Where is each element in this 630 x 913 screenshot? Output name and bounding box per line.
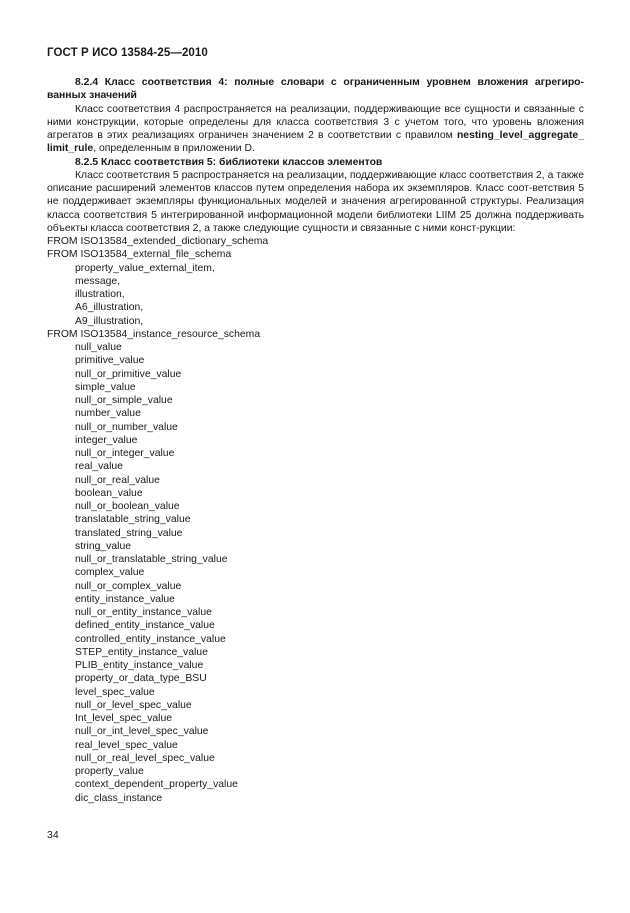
schema-entity-item: PLIB_entity_instance_value [75, 660, 204, 671]
schema-entity-item: null_or_complex_value [75, 580, 182, 592]
schema-entity-item: number_value [75, 408, 141, 420]
schema-entity-item: Int_level_spec_value [75, 713, 173, 724]
schema-entity-item: null_or_simple_value [75, 395, 173, 406]
section-paragraph-8-2-4 [47, 103, 584, 156]
schema-entity-item: property_or_data_type_BSU [75, 673, 207, 685]
schema-entity-item: translated_string_value [75, 527, 183, 539]
schema-entity-item: defined_entity_instance_value [75, 620, 215, 632]
schema-entity-item: null_or_real_level_spec_value [75, 752, 215, 764]
page-number: 34 [47, 829, 59, 841]
schema-entity-item: entity_instance_value [75, 593, 175, 605]
schema-entity-item: null_or_entity_instance_value [75, 607, 212, 618]
schema-entity-item: null_or_real_value [75, 474, 160, 486]
schema-entity-item: dic_class_instance [75, 792, 163, 804]
schema-entity-item: A6_illustration, [75, 302, 144, 314]
schema-entity-item: null_or_integer_value [75, 448, 175, 459]
schema-entity-item: context_dependent_property_value [75, 779, 238, 791]
schema-entity-item: simple_value [75, 381, 136, 393]
document-header: ГОСТ Р ИСО 13584-25—2010 [47, 47, 208, 59]
schema-entity-item: null_or_number_value [75, 421, 178, 433]
schema-entity-list [47, 235, 584, 805]
section-paragraph-8-2-5: Класс соответствия 5 распространяется на реализации, поддерживающие класс соответствия 2, а также описание расширений элементов классов путем определения набора их экземпляров. Класс соот-ветствия 5 не поддерживает экземпляры функциональных моделей и значения агрегированной структуры. Реализация класса соответствия 5 интегрированной информационной модели библиотеки LIIM 25 должна поддерживать объекты класса соответствия 2, а также следующие сущности и связанные с ними конст-рукции: [47, 169, 584, 234]
paragraph-text: Класс соответствия 4 распространяется на реализации, поддерживающие все сущности и связанные с ними конструкции, которые определены для класса соответствия 3 с учетом того, что уровень вложения агрегатов в этих реализациях ограничен значением 2 в соответствии с правилом [47, 103, 584, 141]
schema-entity-item: property_value_external_item, [75, 262, 215, 274]
schema-entity-item: null_value [75, 342, 122, 353]
page-content [47, 76, 584, 805]
schema-from-line: FROM ISO13584_extended_dictionary_schema [47, 236, 269, 247]
rule-name: nesting_level_aggregate_ limit_rule [47, 130, 584, 155]
schema-entity-item: real_level_spec_value [75, 739, 178, 751]
schema-entity-item: translatable_string_value [75, 514, 191, 526]
schema-entity-item: level_spec_value [75, 686, 155, 698]
schema-from-line: FROM ISO13584_external_file_schema [47, 249, 232, 261]
schema-entity-item: null_or_translatable_string_value [75, 554, 228, 565]
schema-entity-item: null_or_primitive_value [75, 368, 182, 380]
section-heading-8-2-4: 8.2.4 Класс соответствия 4: полные словари с ограниченным уровнем вложения агрегиро-ванных значений [47, 77, 584, 102]
schema-entity-item: integer_value [75, 434, 138, 446]
schema-entity-item: null_or_boolean_value [75, 501, 180, 512]
schema-entity-item: property_value [75, 766, 144, 777]
schema-entity-item: controlled_entity_instance_value [75, 633, 226, 645]
section-heading-8-2-5: 8.2.5 Класс соответствия 5: библиотеки классов элементов [75, 156, 383, 168]
schema-entity-item: null_or_int_level_spec_value [75, 726, 209, 738]
schema-entity-item: message, [75, 275, 121, 287]
schema-entity-item: primitive_value [75, 355, 145, 367]
schema-entity-item: boolean_value [75, 487, 143, 499]
schema-entity-item: null_or_level_spec_value [75, 699, 192, 711]
schema-entity-item: illustration, [75, 289, 125, 300]
schema-entity-item: real_value [75, 461, 123, 473]
paragraph-text: , определенным в приложении D. [93, 143, 255, 155]
schema-from-line: FROM ISO13584_instance_resource_schema [47, 328, 261, 340]
schema-entity-item: string_value [75, 540, 132, 552]
schema-entity-item: STEP_entity_instance_value [75, 646, 208, 658]
schema-entity-item: complex_value [75, 567, 145, 579]
schema-entity-item: A9_illustration, [75, 315, 144, 327]
